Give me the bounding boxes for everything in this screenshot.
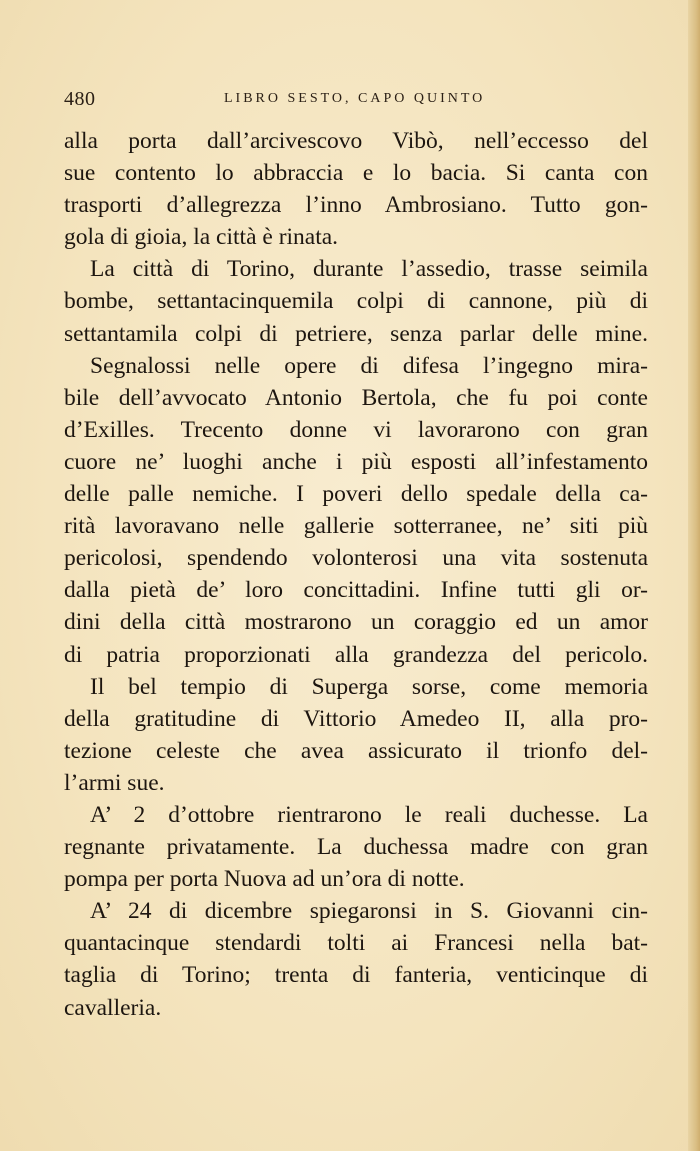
text-line: alla porta dall’arcivescovo Vibò, nell’eccesso del xyxy=(64,128,648,154)
page-number: 480 xyxy=(64,88,96,110)
text-line: cavalleria. xyxy=(64,994,162,1021)
text-line: gola di gioia, la città è rinata. xyxy=(64,224,339,251)
text-line: A’ 2 d’ottobre rientrarono le reali duchesse. La xyxy=(90,801,648,828)
text-line: pericolosi, spendendo volonterosi una vita sostenuta xyxy=(64,545,648,572)
text-line: Il bel tempio di Superga sorse, come memoria xyxy=(90,673,648,700)
text-line: delle palle nemiche. I poveri dello spedale della ca- xyxy=(64,481,648,508)
text-line: quantacinque stendardi tolti ai Francesi nella bat- xyxy=(64,930,648,957)
text-line: rità lavoravano nelle gallerie sotterranee, ne’ siti più xyxy=(64,513,648,540)
text-line: tezione celeste che avea assicurato il trionfo del- xyxy=(64,737,648,764)
text-line: taglia di Torino; trenta di fanteria, venticinque di xyxy=(64,962,648,989)
text-line: dalla pietà de’ loro concittadini. Infine tutti gli or- xyxy=(64,577,648,604)
text-line: l’armi sue. xyxy=(64,769,165,796)
text-line: dini della città mostrarono un coraggio ed un amor xyxy=(64,609,648,636)
text-line: della gratitudine di Vittorio Amedeo II, alla pro- xyxy=(64,705,648,732)
page-edge xyxy=(688,0,700,1151)
body-text xyxy=(64,125,648,1024)
text-line: pompa per porta Nuova ad un’ora di notte. xyxy=(64,866,465,893)
text-line: bombe, settantacinquemila colpi di cannone, più di xyxy=(64,288,648,315)
text-line: sue contento lo abbraccia e lo bacia. Si canta con xyxy=(64,160,648,187)
text-line: di patria proporzionati alla grandezza del pericolo. xyxy=(64,641,648,668)
page-header xyxy=(64,88,648,112)
text-line: settantamila colpi di petriere, senza parlar delle mine. xyxy=(64,320,648,347)
text-line: regnante privatamente. La duchessa madre con gran xyxy=(64,834,648,861)
text-line: Segnalossi nelle opere di difesa l’ingegno mira- xyxy=(90,352,648,379)
text-line: d’Exilles. Trecento donne vi lavorarono con gran xyxy=(64,416,648,443)
text-line: bile dell’avvocato Antonio Bertola, che fu poi conte xyxy=(64,384,648,411)
text-line: trasporti d’allegrezza l’inno Ambrosiano. Tutto gon- xyxy=(64,192,648,219)
text-line: A’ 24 di dicembre spiegaronsi in S. Giovanni cin- xyxy=(90,898,648,925)
text-line: La città di Torino, durante l’assedio, trasse seimila xyxy=(90,256,648,283)
running-head: LIBRO SESTO, CAPO QUINTO xyxy=(224,91,486,106)
text-line: cuore ne’ luoghi anche i più esposti all’infestamento xyxy=(64,448,648,475)
